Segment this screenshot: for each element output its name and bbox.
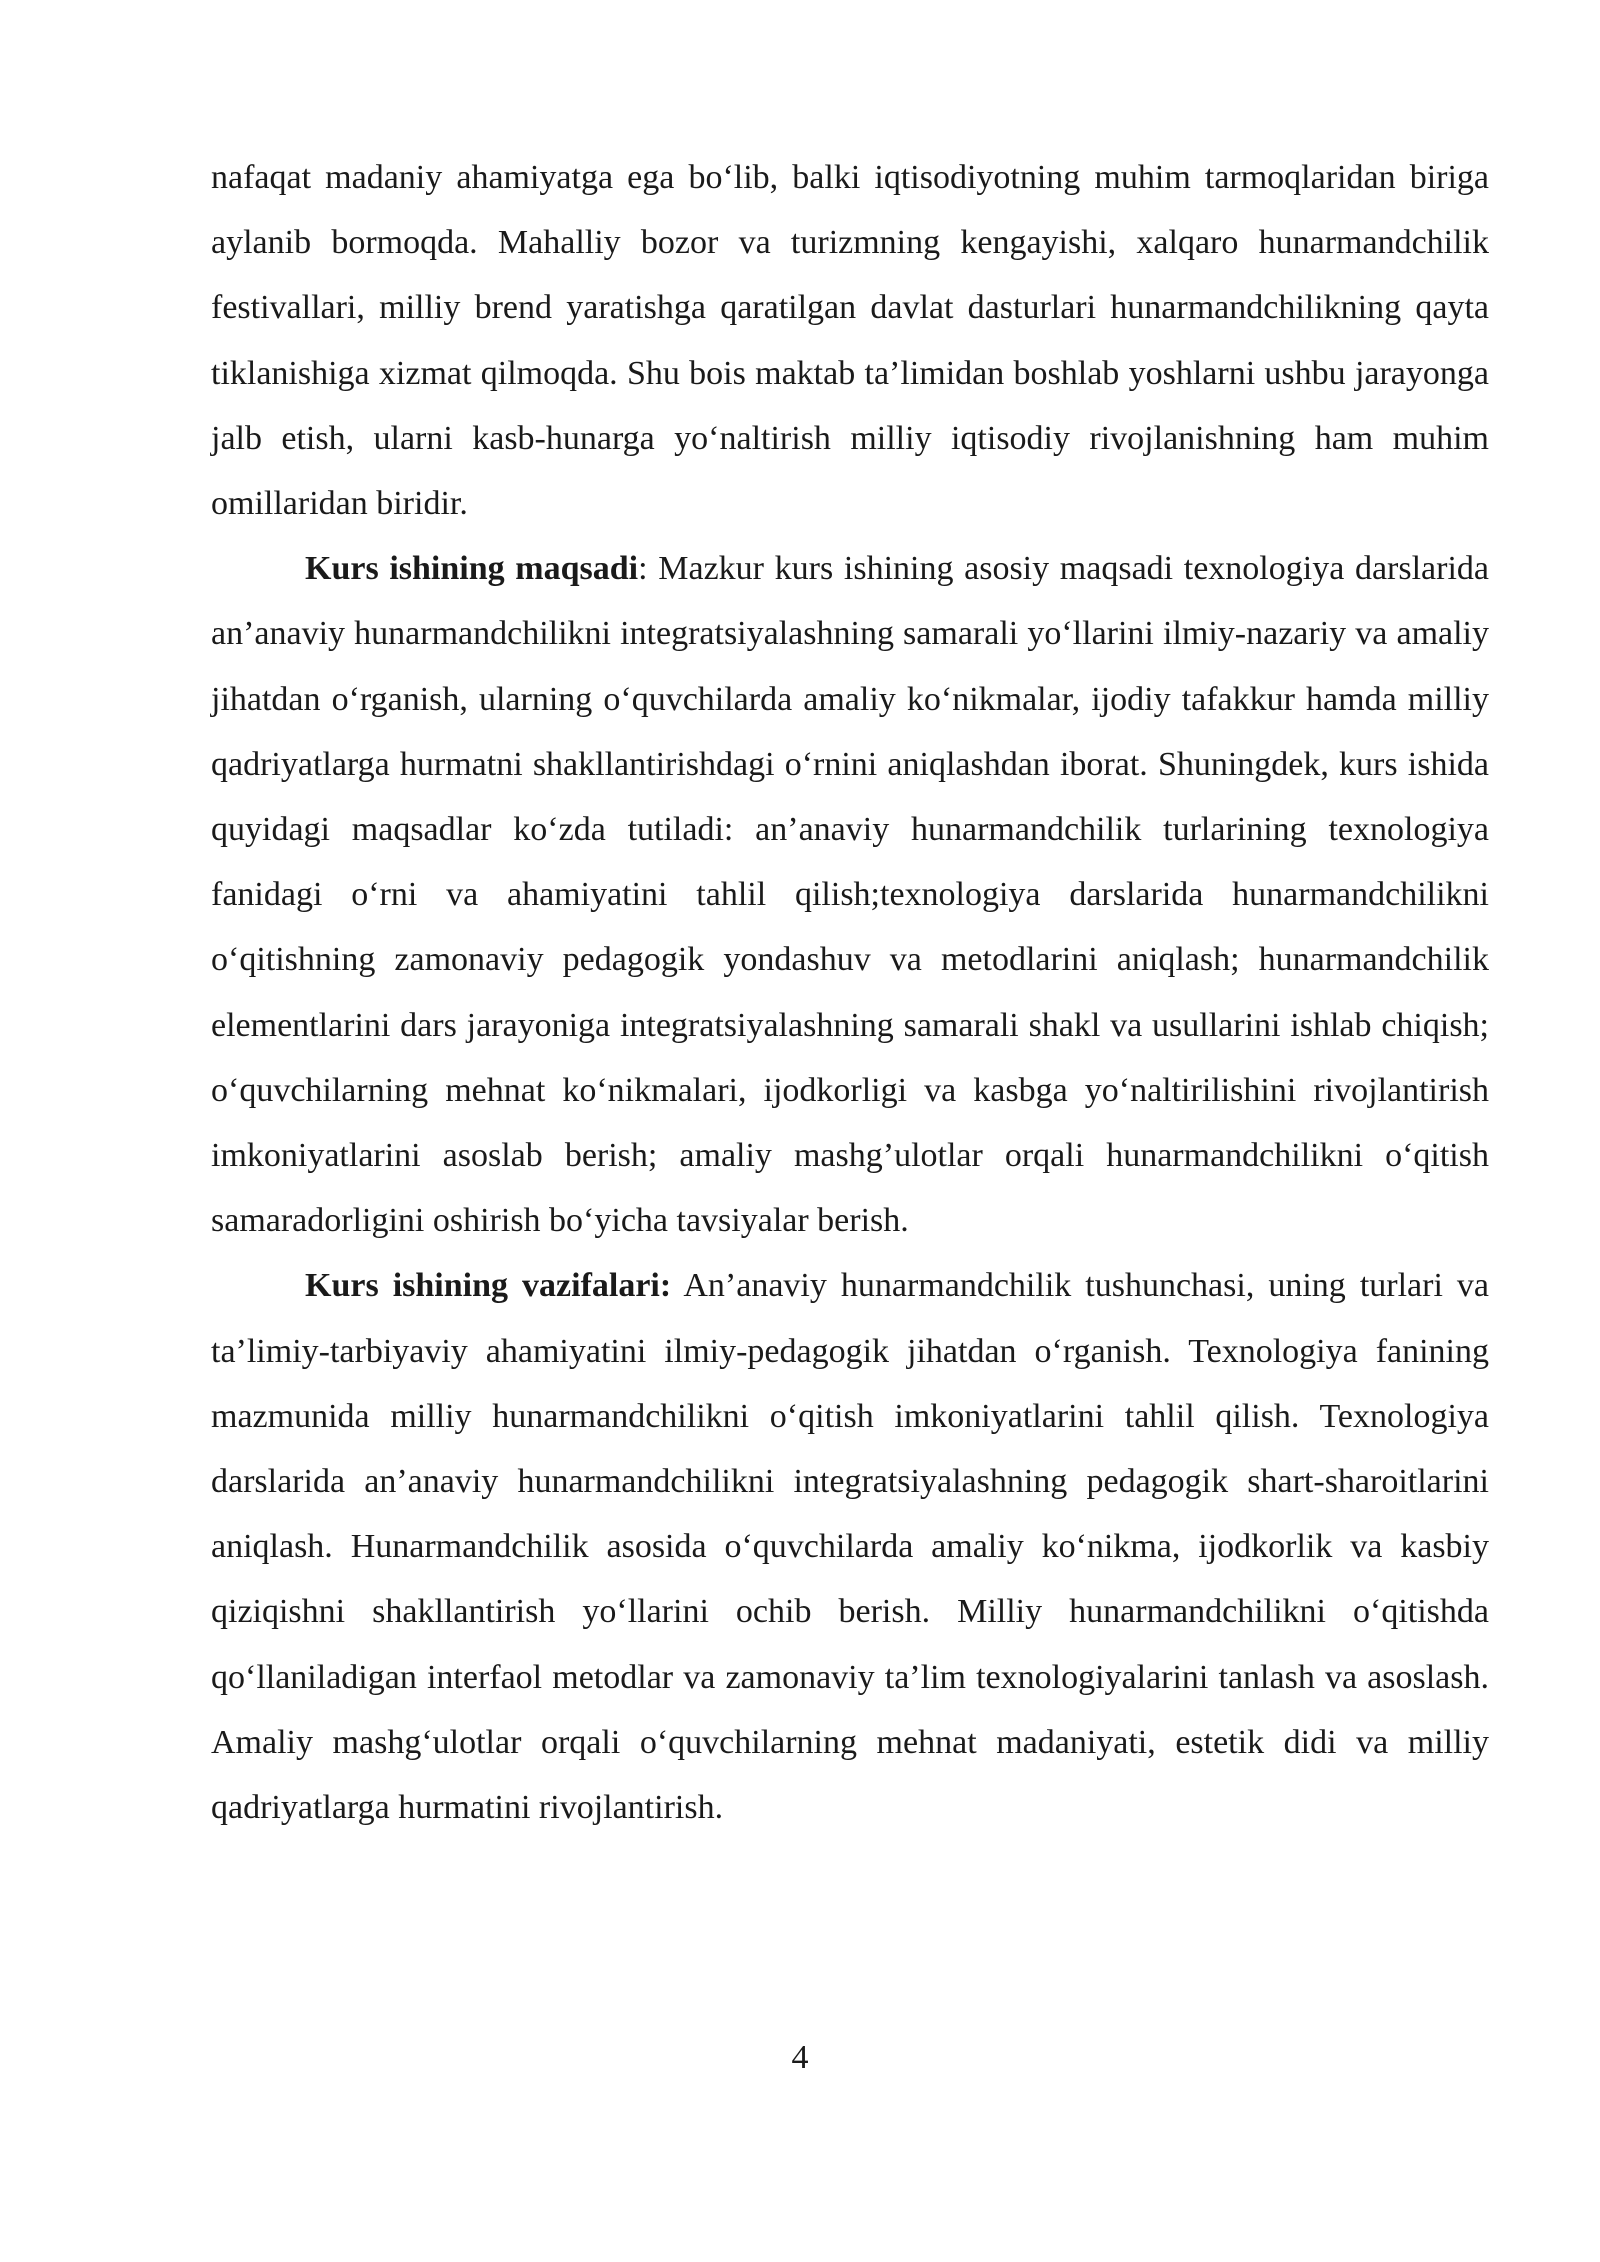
paragraph-heading-goal: Kurs ishining maqsadi [305,550,639,588]
paragraph-course-goal [211,536,1489,1253]
paragraph-intro-continuation [211,145,1489,536]
paragraph-text: Mazkur kurs ishining asosiy maqsadi texnologiya darslarida an’anaviy hunarmandchilikni integratsiyalashning samarali yo‘llarini ilmiy-nazariy va amaliy jihatdan o‘rganish, ularning o‘quvchilarda amaliy ko‘nikmalar, ijodiy tafakkur hamda milliy qadriyatlarga hurmatni shakllantirishdagi o‘rnini aniqlashdan iborat. Shuningdek, kurs ishida quyidagi maqsadlar ko‘zda tutiladi: an’anaviy hunarmandchilik turlarining texnologiya fanidagi o‘rni va ahamiyatini tahlil qilish;texnologiya darslarida hunarmandchilikni o‘qitishning zamonaviy pedagogik yondashuv va metodlarini aniqlash; hunarmandchilik elementlarini dars jarayoniga integratsiyalashning samarali shakl va usullarini ishlab chiqish; o‘quvchilarning mehnat ko‘nikmalari, ijodkorligi va kasbga yo‘naltirilishini rivojlantirish imkoniyatlarini asoslab berish; amaliy mashg’ulotlar orqali hunarmandchilikni o‘qitish samaradorligini oshirish bo‘yicha tavsiyalar berish. [211,550,1489,1240]
paragraph-heading-suffix: : [638,550,648,588]
body-text [211,145,1489,1840]
paragraph-heading-tasks: Kurs ishining vazifalari: [305,1267,672,1305]
paragraph-text: An’anaviy hunarmandchilik tushunchasi, uning turlari va ta’limiy-tarbiyaviy ahamiyatini ilmiy-pedagogik jihatdan o‘rganish. Texnologiya fanining mazmunida milliy hunarmandchilikni o‘qitish imkoniyatlarini tahlil qilish. Texnologiya darslarida an’anaviy hunarmandchilikni integratsiyalashning pedagogik shart-sharoitlarini aniqlash. Hunarmandchilik asosida o‘quvchilarda amaliy ko‘nikma, ijodkorlik va kasbiy qiziqishni shakllantirish yo‘llarini ochib berish. Milliy hunarmandchilikni o‘qitishda qo‘llaniladigan interfaol metodlar va zamonaviy ta’lim texnologiyalarini tanlash va asoslash. Amaliy mashg‘ulotlar orqali o‘quvchilarning mehnat madaniyati, estetik didi va milliy qadriyatlarga hurmatini rivojlantirish. [211,1267,1490,1827]
paragraph-course-tasks [211,1253,1489,1840]
paragraph-text: nafaqat madaniy ahamiyatga ega bo‘lib, balki iqtisodiyotning muhim tarmoqlaridan biriga aylanib bormoqda. Mahalliy bozor va turizmning kengayishi, xalqaro hunarmandchilik festivallari, milliy brend yaratishga qaratilgan davlat dasturlari hunarmandchilikning qayta tiklanishiga xizmat qilmoqda. Shu bois maktab ta’limidan boshlab yoshlarni ushbu jarayonga jalb etish, ularni kasb-hunarga yo‘naltirish milliy iqtisodiy rivojlanishning ham muhim omillaridan biridir. [211,159,1489,523]
page-number: 4 [791,2039,809,2076]
